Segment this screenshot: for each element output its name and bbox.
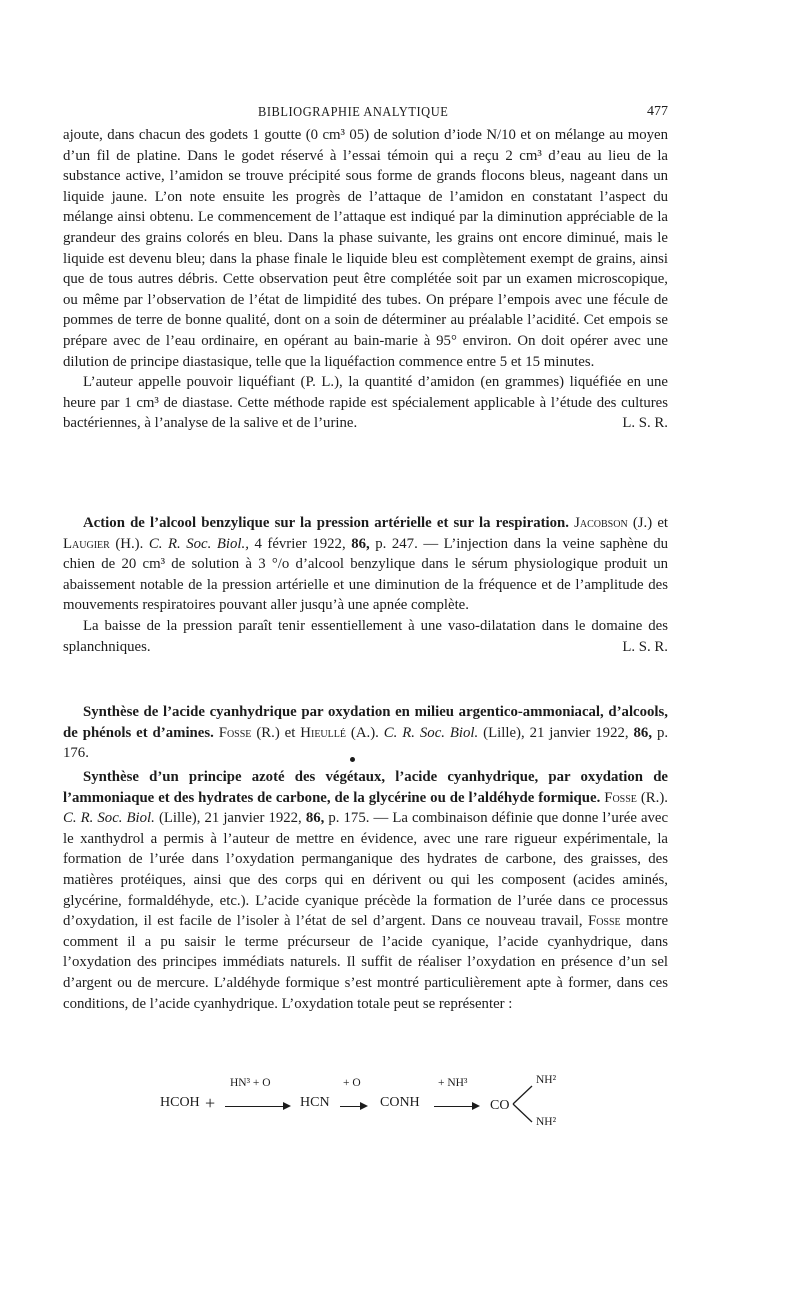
publication-date: (Lille), 21 janvier 1922,: [483, 724, 629, 741]
body-paragraph: [63, 372, 668, 434]
urea-branch-lines: [512, 1082, 534, 1124]
bibliography-entry: [63, 767, 668, 1014]
formula-co: CO: [490, 1098, 510, 1113]
formula-nh2-bottom: NH²: [536, 1116, 557, 1128]
page-number: 477: [647, 104, 668, 119]
entry-paragraph: [63, 767, 668, 1014]
page-header: [63, 104, 668, 126]
volume-number: 86,: [305, 810, 325, 827]
author-initial: (R.).: [640, 789, 668, 806]
author-name: Jacobson: [574, 515, 628, 531]
author-initial: (J.) et: [632, 515, 669, 531]
journal-name: C. R. Soc. Biol.: [383, 724, 479, 741]
arrow-head-icon: [360, 1102, 368, 1110]
entry-title: Action de l’alcool benzylique sur la pression artérielle et sur la respiration.: [83, 515, 569, 531]
journal-name: C. R. Soc. Biol.: [63, 810, 155, 827]
page-range: p. 176.: [63, 724, 669, 762]
reagent-label: + O: [343, 1077, 361, 1089]
paragraph-text: L’auteur appelle pouvoir liquéfiant (P. L.), la quantité d’amidon (en grammes) liquéfiée en une heure par 1 cm³ de diastase. Cette méthode rapide est spécialement applicable à l’étude des cultures bactériennes, à l’analyse de la salive et de l’urine.: [63, 374, 668, 432]
formula-hcn: HCN: [300, 1095, 330, 1110]
abstract-text: La combinaison définie que donne l’urée avec le xanthydrol a permis à l’auteur de mettre en évidence, avec une rare rigueur expérimentale, la formation de l’urée dans l’oxydation permanganique des hydrates de carbone, des graisses, des matières protéiques, ainsi que des corps qui en dérivent ou qui les composent (acides aminés, glycérine, formaldéhyde, etc.). L’acide cyanique précède la formation de l’urée dans ce processus d’oxydation, il est facile de l’isoler à l’état de sel d’argent. Dans ce nouveau travail,: [63, 810, 669, 930]
author-name: Fosse: [218, 724, 252, 741]
journal-name: C. R. Soc. Biol.,: [148, 535, 249, 552]
running-title: BIBLIOGRAPHIE ANALYTIQUE: [258, 104, 449, 119]
author-initial: (H.).: [115, 535, 144, 552]
page-range: p. 175. —: [328, 810, 389, 827]
arrow-head-icon: [283, 1102, 291, 1110]
reagent-label: + NH³: [438, 1077, 468, 1089]
chemical-equation: [150, 1074, 620, 1136]
author-name: Fosse: [587, 913, 621, 930]
paragraph-text: La baisse de la pression paraît tenir essentiellement à une vaso-dilatation dans le domaine des splanchniques.: [63, 617, 668, 655]
author-signature: L. S. R.: [622, 638, 668, 655]
publication-date: (Lille), 21 janvier 1922,: [158, 810, 302, 827]
abstract-text: L’injection dans la veine saphène du chien de 20 cm³ de solution à 3 °/o d’alcool benzylique dans le sérum physiologique produit un abaissement notable de la pression artérielle et une diminution de la fréquence et de l’amplitude des mouvements respiratoires pouvant aller jusqu’à une apnée complète.: [63, 535, 669, 614]
entry-paragraph: [63, 513, 668, 616]
author-signature: L. S. R.: [622, 415, 668, 432]
reaction-arrow: [225, 1106, 285, 1107]
entry-title: Synthèse de l’acide cyanhydrique par oxydation en milieu argentico-ammoniacal, d’alcools, de phénols et d’amines.: [63, 704, 668, 741]
reaction-arrow: [434, 1106, 474, 1107]
separator-dot: [350, 757, 355, 762]
body-paragraph: ajoute, dans chacun des godets 1 goutte (0 cm³ 05) de solution d’iode N/10 et on mélange au moyen d’un fil de platine. Dans le godet réservé à l’essai témoin qui a reçu 2 cm³ d’eau au lieu de la substance active, l’amidon se trouve précipité sous forme de grands flocons bleus, nageant dans un liquide jaune. L’on note ensuite les progrès de l’attaque de l’amidon en constatant l’aspect du mélange ainsi obtenu. Le commencement de l’attaque est indiqué par la diminution appréciable de la grandeur des grains colorés en bleu. Dans la phase suivante, les grains ont encore diminué, mais le liquide est devenu bleu; dans la phase finale le liquide bleu est complètement exempt de grains, ainsi que de tous autres débris. Cette observation peut être complétée soit par un examen microscopique, ou même par l’observation de l’état de limpidité des tubes. On prépare l’empois avec une fécule de pommes de terre de bonne qualité, dont on a soin de déterminer au préalable l’acidité. Cet empois se prépare avec de l’eau ordinaire, en opérant au bain-marie à 95° environ. On doit opérer avec une dilution de principe diastasique, telle que la liquéfaction commence entre 5 et 15 minutes.: [63, 127, 668, 370]
reaction-arrow: [340, 1106, 362, 1107]
plus-sign: +: [205, 1093, 216, 1113]
bibliography-entry: [63, 513, 668, 657]
author-name: Hieullé: [300, 724, 346, 741]
continued-section: [63, 125, 668, 434]
page-range: p. 247. —: [375, 535, 439, 552]
bibliography-entry: [63, 702, 668, 764]
volume-number: 86,: [351, 535, 370, 552]
author-initial: (A.).: [350, 724, 379, 741]
arrow-head-icon: [472, 1102, 480, 1110]
volume-number: 86,: [633, 724, 653, 741]
author-initial: (R.) et: [256, 724, 296, 741]
body-paragraph: [63, 616, 668, 657]
abstract-text: montre comment il a pu saisir le terme précurseur de l’acide cyanique, l’acide cyanhydrique, dans l’oxydation des principes immédiats naturels. Il suffit de réaliser l’oxydation en présence d’un sel d’argent ou de mercure. L’aldéhyde formique s’est montré particulièrement apte à former, dans ces conditions, de l’acide cyanhydrique. L’oxydation totale peut se représenter :: [63, 913, 669, 1012]
formula-hcoh: HCOH: [160, 1095, 200, 1110]
entry-paragraph: [63, 702, 668, 764]
reagent-label: HN³ + O: [230, 1077, 271, 1089]
author-name: Fosse: [604, 789, 637, 806]
publication-date: 4 février 1922,: [254, 535, 346, 552]
formula-conh: CONH: [380, 1095, 420, 1110]
formula-nh2-top: NH²: [536, 1074, 557, 1086]
author-name: Laugier: [63, 535, 110, 552]
entry-title: Synthèse d’un principe azoté des végétaux, l’acide cyanhydrique, par oxydation de l’ammoniaque et des hydrates de carbone, de la glycérine ou de l’aldéhyde formique.: [63, 769, 668, 806]
